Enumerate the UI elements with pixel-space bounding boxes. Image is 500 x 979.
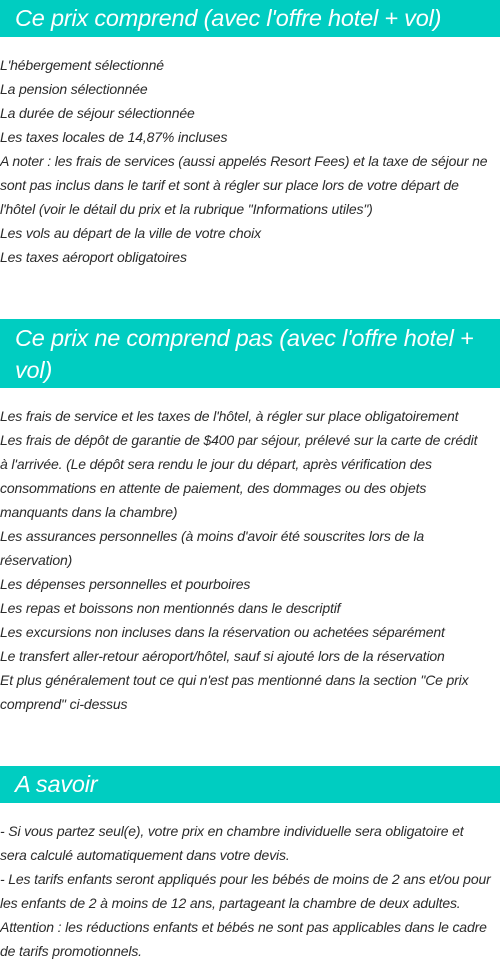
list-item: réservation) [0,552,73,568]
section-body-included [0,53,500,269]
list-item: La durée de séjour sélectionnée [0,105,195,121]
list-item: Les dépenses personnelles et pourboires [0,576,251,592]
list-item: Les assurances personnelles (à moins d'avoir été souscrites lors de la [0,528,425,544]
list-item: A noter : les frais de services (aussi appelés Resort Fees) et la taxe de séjour ne [0,153,488,169]
list-item: Les frais de service et les taxes de l'hôtel, à régler sur place obligatoirement [0,408,459,424]
section-title: A savoir [15,771,98,797]
list-item: sera calculé automatiquement dans votre devis. [0,847,290,863]
list-item: à l'arrivée. (Le dépôt sera rendu le jour du départ, après vérification des [0,456,432,472]
list-item: manquants dans la chambre) [0,504,178,520]
list-item: Les taxes locales de 14,87% incluses [0,129,228,145]
list-item: - Si vous partez seul(e), votre prix en chambre individuelle sera obligatoire et [0,823,464,839]
list-item: Et plus généralement tout ce qui n'est pas mentionné dans la section "Ce prix [0,672,469,688]
list-item: Les frais de dépôt de garantie de $400 par séjour, prélevé sur la carte de crédit [0,432,478,448]
section-header-included [0,0,500,37]
section-header-not-included [0,319,500,388]
list-item: Les taxes aéroport obligatoires [0,249,187,265]
list-item: de tarifs promotionnels. [0,943,142,959]
section-title: Ce prix comprend (avec l'offre hotel + vol) [15,5,442,31]
list-item: L'hébergement sélectionné [0,57,164,73]
list-item: La pension sélectionnée [0,81,148,97]
list-item: Les repas et boissons non mentionnés dans le descriptif [0,600,341,616]
section-title-line-2: vol) [15,357,53,383]
section-body-not-included [0,404,500,716]
list-item: Attention : les réductions enfants et bébés ne sont pas applicables dans le cadre [0,919,487,935]
section-header-a-savoir [0,766,500,803]
list-item: sont pas inclus dans le tarif et sont à régler sur place lors de votre départ de [0,177,459,193]
list-item: Les vols au départ de la ville de votre choix [0,225,261,241]
list-item: consommations en attente de paiement, des dommages ou des objets [0,480,427,496]
list-item: comprend" ci-dessus [0,696,128,712]
list-item: Les excursions non incluses dans la réservation ou achetées séparément [0,624,445,640]
list-item: l'hôtel (voir le détail du prix et la rubrique "Informations utiles") [0,201,373,217]
section-body-a-savoir [0,819,500,963]
list-item: - Les tarifs enfants seront appliqués pour les bébés de moins de 2 ans et/ou pour [0,871,491,887]
list-item: Le transfert aller-retour aéroport/hôtel, sauf si ajouté lors de la réservation [0,648,445,664]
list-item: les enfants de 2 à moins de 12 ans, partageant la chambre de deux adultes. [0,895,461,911]
section-title-line-1: Ce prix ne comprend pas (avec l'offre hotel + [15,325,474,351]
